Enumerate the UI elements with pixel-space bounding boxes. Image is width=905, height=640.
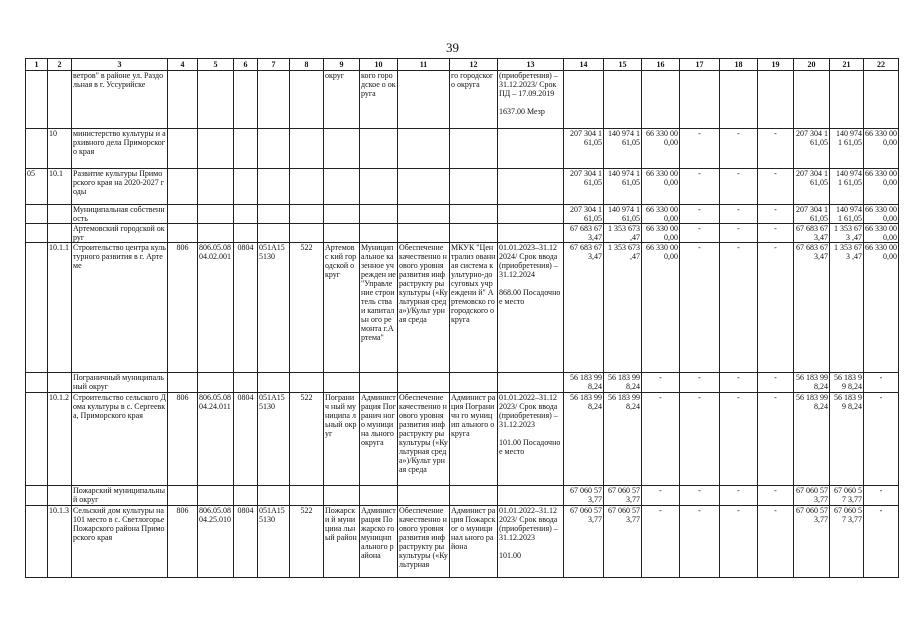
table-cell — [758, 71, 794, 129]
table-cell: 10.1 — [48, 169, 72, 205]
table-cell — [498, 129, 564, 169]
column-header: 17 — [680, 59, 720, 71]
table-cell: Админист рация Пограничн го муницип ального округа — [450, 393, 498, 486]
table-cell: - — [720, 373, 758, 393]
table-cell — [168, 169, 198, 205]
table-cell: - — [758, 205, 794, 224]
table-cell: 67 683 67 3,47 — [794, 224, 830, 243]
table-cell: 207 304 1 61,05 — [564, 169, 604, 205]
table-cell: 67 060 57 3,77 — [564, 486, 604, 506]
table-cell — [26, 506, 48, 578]
table-row — [26, 243, 899, 373]
table-cell: 67 060 57 3,77 — [604, 506, 642, 578]
table-cell: Пограничный муниципальный округ — [72, 373, 168, 393]
table-cell: Сельский дом культуры на 101 место в с. Светлогорье Пожарского района Приморского края — [72, 506, 168, 578]
table-cell: 140 974 1 61,05 — [830, 169, 864, 205]
table-cell: - — [680, 129, 720, 169]
table-cell: округ — [324, 71, 360, 129]
table-cell — [290, 224, 324, 243]
column-header: 22 — [864, 59, 899, 71]
table-cell — [360, 224, 398, 243]
table-cell — [498, 224, 564, 243]
table-cell: 67 683 67 3,47 — [564, 243, 604, 373]
table-cell: МКУК "Централиз ованная система культурно-досуговых учреждени й" Артемовско го городского округа — [450, 243, 498, 373]
table-cell — [48, 373, 72, 393]
table-cell: 67 683 67 3,47 — [564, 224, 604, 243]
table-cell: Обеспечение качественно нового уровня развития инфраструкту ры культуры («Культурная среда»)/Культ урная среда — [398, 243, 450, 373]
table-cell — [198, 129, 234, 169]
table-cell: 01.01.2022–31.12 2023/ Срок ввода (приобретения) – 31.12.2023 101.00 — [498, 506, 564, 578]
table-cell: 56 183 99 8,24 — [830, 373, 864, 393]
table-cell — [198, 71, 234, 129]
table-cell: 01.01.2023–31.12 2024/ Срок ввода (приобретения) – 31.12.2024 868.00 Посадочное место — [498, 243, 564, 373]
table-cell: - — [864, 393, 899, 486]
table-cell: Муницип альное казенное учрежден ие "Управле ние строитель ства и капитальн ого ремонта г.Артема" — [360, 243, 398, 373]
table-cell — [168, 224, 198, 243]
table-row — [26, 224, 899, 243]
budget-table — [25, 58, 899, 578]
table-cell — [26, 373, 48, 393]
table-cell: 051A15 5130 — [258, 393, 290, 486]
table-cell: - — [680, 506, 720, 578]
table-cell — [450, 129, 498, 169]
table-cell — [398, 129, 450, 169]
column-header: 13 — [498, 59, 564, 71]
table-cell — [48, 486, 72, 506]
table-cell: (приобретения) – 31.12.2023/ Срок ПД – 17.09.2019 1637.00 Мезр — [498, 71, 564, 129]
column-header: 6 — [234, 59, 258, 71]
column-header: 8 — [290, 59, 324, 71]
table-cell: 10.1.3 — [48, 506, 72, 578]
table-cell: 140 974 1 61,05 — [604, 129, 642, 169]
table-cell — [398, 71, 450, 129]
table-cell — [450, 486, 498, 506]
table-cell — [290, 486, 324, 506]
table-cell: Развитие культуры Приморского края на 2020-2027 годы — [72, 169, 168, 205]
table-cell: 56 183 99 8,24 — [564, 373, 604, 393]
table-cell — [258, 129, 290, 169]
table-cell — [258, 71, 290, 129]
table-cell: Погранич ный муниципа льный округ — [324, 393, 360, 486]
header-row — [26, 59, 899, 71]
table-row — [26, 129, 899, 169]
table-cell — [398, 224, 450, 243]
table-cell: ветров" в районе ул. Раздольная в г. Уссурийске — [72, 71, 168, 129]
table-cell: Админист рация Погранич ного муницина льного округа — [360, 393, 398, 486]
table-row — [26, 486, 899, 506]
table-cell — [168, 486, 198, 506]
table-cell — [642, 71, 680, 129]
column-header: 14 — [564, 59, 604, 71]
column-header: 9 — [324, 59, 360, 71]
table-cell: - — [680, 393, 720, 486]
table-cell: 67 060 57 3,77 — [830, 506, 864, 578]
table-cell — [450, 205, 498, 224]
table-cell — [680, 71, 720, 129]
column-header: 5 — [198, 59, 234, 71]
table-cell: 140 974 1 61,05 — [604, 205, 642, 224]
table-cell: - — [642, 486, 680, 506]
table-row — [26, 373, 899, 393]
table-cell: - — [720, 169, 758, 205]
table-cell: 806.05.08 04.02.001 — [198, 243, 234, 373]
table-cell: 67 060 57 3,77 — [564, 506, 604, 578]
column-header: 21 — [830, 59, 864, 71]
table-cell — [498, 205, 564, 224]
table-cell: 66 330 00 0,00 — [642, 243, 680, 373]
table-cell: Админист рация Пожарског о муницинал ьного района — [450, 506, 498, 578]
table-cell: 806 — [168, 243, 198, 373]
table-row — [26, 71, 899, 129]
table-cell — [498, 373, 564, 393]
table-cell: 56 183 99 8,24 — [830, 393, 864, 486]
table-cell — [198, 224, 234, 243]
table-cell — [864, 71, 899, 129]
table-cell — [604, 71, 642, 129]
table-cell: 1 353 673 ,47 — [604, 243, 642, 373]
table-cell — [234, 71, 258, 129]
table-cell: 10 — [48, 129, 72, 169]
table-cell: 66 330 00 0,00 — [642, 205, 680, 224]
table-cell: 0804 — [234, 243, 258, 373]
table-cell — [234, 486, 258, 506]
table-cell: - — [680, 486, 720, 506]
table-cell: - — [642, 373, 680, 393]
column-header: 10 — [360, 59, 398, 71]
table-cell: Муниципальная собственность — [72, 205, 168, 224]
table-cell: 66 330 00 0,00 — [865, 224, 897, 242]
table-cell: 66 330 00 0,00 — [642, 169, 680, 205]
table-cell: - — [864, 373, 899, 393]
column-header: 3 — [72, 59, 168, 71]
column-header: 11 — [398, 59, 450, 71]
table-cell: - — [720, 205, 758, 224]
table-cell — [360, 373, 398, 393]
table-cell — [324, 224, 360, 243]
table-cell: 67 683 67 3,47 — [794, 243, 830, 373]
table-cell: 207 304 1 61,05 — [794, 169, 830, 205]
table-cell — [794, 71, 830, 129]
table-cell: 05 — [26, 169, 48, 205]
table-cell: Строительство центра культурного развития в г. Артеме — [72, 243, 168, 373]
table-cell: - — [680, 243, 720, 373]
table-cell — [258, 486, 290, 506]
table-cell — [564, 71, 604, 129]
table-row — [26, 393, 899, 486]
table-cell — [26, 205, 48, 224]
table-cell: Пожарский муниципальный округ — [72, 486, 168, 506]
table-cell — [26, 129, 48, 169]
table-cell — [198, 486, 234, 506]
table-cell — [290, 169, 324, 205]
table-cell: 66 330 00 0,00 — [864, 129, 899, 169]
table-cell — [198, 169, 234, 205]
table-cell: 66 330 00 0,00 — [864, 243, 899, 373]
table-cell — [324, 205, 360, 224]
table-cell: - — [758, 486, 794, 506]
table-cell: - — [758, 393, 794, 486]
column-header: 4 — [168, 59, 198, 71]
table-cell: 56 183 99 8,24 — [604, 393, 642, 486]
table-cell — [48, 71, 72, 129]
table-cell — [26, 243, 48, 373]
table-cell: 051A15 5130 — [258, 506, 290, 578]
table-cell — [398, 169, 450, 205]
column-header: 2 — [48, 59, 72, 71]
table-cell: 56 183 99 8,24 — [794, 373, 830, 393]
column-header: 1 — [26, 59, 48, 71]
table-cell — [26, 393, 48, 486]
table-cell — [290, 373, 324, 393]
table-cell — [360, 129, 398, 169]
table-cell — [234, 224, 258, 243]
table-cell: 67 060 57 3,77 — [794, 486, 830, 506]
table-cell — [498, 486, 564, 506]
table-cell: 66 330 00 0,00 — [865, 205, 897, 223]
column-header: 20 — [794, 59, 830, 71]
table-row — [26, 169, 899, 205]
table-cell — [398, 373, 450, 393]
table-cell: кого городское о округа — [360, 71, 398, 129]
table-cell: 522 — [290, 506, 324, 578]
table-cell: - — [720, 243, 758, 373]
table-cell: 051A15 5130 — [258, 243, 290, 373]
table-cell: Админист рация Пожарско го муницнп ального района — [360, 506, 398, 578]
table-cell — [360, 169, 398, 205]
table-cell: - — [758, 506, 794, 578]
table-cell: - — [720, 224, 758, 243]
table-cell: - — [758, 373, 794, 393]
table-cell: 806.05.08 04.24.011 — [198, 393, 234, 486]
table-cell — [258, 224, 290, 243]
table-cell: 140 974 1 61,05 — [830, 205, 864, 224]
table-cell: - — [680, 224, 720, 243]
table-cell: - — [720, 486, 758, 506]
table-cell — [290, 71, 324, 129]
table-cell: 1 353 673 ,47 — [604, 224, 642, 243]
table-cell: 522 — [290, 393, 324, 486]
table-cell: 806 — [168, 506, 198, 578]
table-cell — [26, 71, 48, 129]
table-cell: 0804 — [234, 393, 258, 486]
table-cell: - — [680, 205, 720, 224]
table-cell: 207 304 1 61,05 — [564, 129, 604, 169]
table-row — [26, 205, 899, 224]
table-cell: 1 353 673 ,47 — [830, 224, 864, 243]
column-header: 18 — [720, 59, 758, 71]
column-header: 15 — [604, 59, 642, 71]
table-cell: - — [720, 393, 758, 486]
table-cell: - — [758, 169, 794, 205]
table-row — [26, 506, 899, 578]
table-cell — [360, 205, 398, 224]
table-cell: 56 183 99 8,24 — [604, 373, 642, 393]
column-header: 19 — [758, 59, 794, 71]
table-cell: 207 304 1 61,05 — [564, 205, 604, 224]
table-cell: - — [720, 506, 758, 578]
column-header: 12 — [450, 59, 498, 71]
table-cell: Строительство сельского Дома культуры в с. Сергеевка, Приморского края — [72, 393, 168, 486]
table-cell: 207 304 1 61,05 — [794, 205, 830, 224]
table-cell: - — [680, 373, 720, 393]
table-cell: 140 974 1 61,05 — [830, 129, 864, 169]
table-cell — [498, 169, 564, 205]
table-cell — [168, 71, 198, 129]
table-cell — [360, 486, 398, 506]
table-cell — [26, 224, 48, 243]
table-cell: 1 353 673 ,47 — [830, 243, 864, 373]
table-cell — [324, 169, 360, 205]
table-cell — [48, 205, 72, 224]
table-cell: 207 304 1 61,05 — [794, 129, 830, 169]
table-cell — [290, 205, 324, 224]
table-cell — [450, 169, 498, 205]
page-number: 39 — [446, 40, 459, 55]
table-cell: - — [720, 129, 758, 169]
table-cell: - — [864, 486, 899, 506]
table-cell — [324, 373, 360, 393]
table-cell: - — [642, 506, 680, 578]
table-cell: Обеспечение качественно нового уровня развития инфраструкту ры культуры («Культурная — [398, 506, 450, 578]
table-cell: 56 183 99 8,24 — [794, 393, 830, 486]
table-cell: Артемовский городской округ — [72, 224, 168, 243]
table-cell — [234, 205, 258, 224]
table-cell: 806.05.08 04.25.010 — [198, 506, 234, 578]
table-cell: 56 183 99 8,24 — [564, 393, 604, 486]
table-cell: Артемовс кий городской округ — [324, 243, 360, 373]
table-cell: 67 060 57 3,77 — [830, 486, 864, 506]
table-cell — [450, 224, 498, 243]
table-cell: - — [642, 393, 680, 486]
table-cell: Пожарски й муницииа льный район — [324, 506, 360, 578]
table-cell — [234, 169, 258, 205]
table-cell — [26, 486, 48, 506]
table-body — [26, 71, 899, 578]
table-cell — [450, 373, 498, 393]
table-cell — [720, 71, 758, 129]
table-cell: 10.1.1 — [48, 243, 72, 373]
table-cell — [48, 224, 72, 243]
table-cell: 522 — [290, 243, 324, 373]
table-cell: 0804 — [234, 506, 258, 578]
table-cell: - — [680, 169, 720, 205]
table-cell: - — [758, 224, 794, 243]
table-cell — [168, 373, 198, 393]
table-cell — [234, 373, 258, 393]
table-cell: 67 060 57 3,77 — [604, 486, 642, 506]
table-cell — [168, 205, 198, 224]
table-cell: го городского округа — [450, 71, 498, 129]
table-cell: министерство культуры и архивного дела Приморского края — [72, 129, 168, 169]
table-cell — [290, 129, 324, 169]
table-cell: 67 060 57 3,77 — [794, 506, 830, 578]
table-cell: - — [864, 506, 899, 578]
table-cell — [168, 129, 198, 169]
table-cell: Обеспечение качественно нового уровня развития инфраструкту ры культуры («Культурная среда»)/Культ урная среда — [398, 393, 450, 486]
table-cell — [324, 129, 360, 169]
table-cell: 806 — [168, 393, 198, 486]
table-cell — [398, 486, 450, 506]
table-cell: - — [758, 243, 794, 373]
column-header: 7 — [258, 59, 290, 71]
table-cell: 01.01.2022–31.12 2023/ Срок ввода (приобретения) – 31.12.2023 101.00 Посадочное место — [498, 393, 564, 486]
table-cell — [398, 205, 450, 224]
table-cell — [198, 373, 234, 393]
table-cell: 140 974 1 61,05 — [604, 169, 642, 205]
table-cell: 66 330 00 0,00 — [864, 169, 899, 205]
table-cell: 66 330 00 0,00 — [642, 224, 680, 243]
table-cell — [258, 169, 290, 205]
column-header: 16 — [642, 59, 680, 71]
table-cell — [258, 373, 290, 393]
table-cell: - — [758, 129, 794, 169]
table-cell: 66 330 00 0,00 — [642, 129, 680, 169]
table-cell — [830, 71, 864, 129]
table-cell — [258, 205, 290, 224]
table-cell — [234, 129, 258, 169]
table-cell: 10.1.2 — [48, 393, 72, 486]
table-cell — [324, 486, 360, 506]
table-cell — [198, 205, 234, 224]
